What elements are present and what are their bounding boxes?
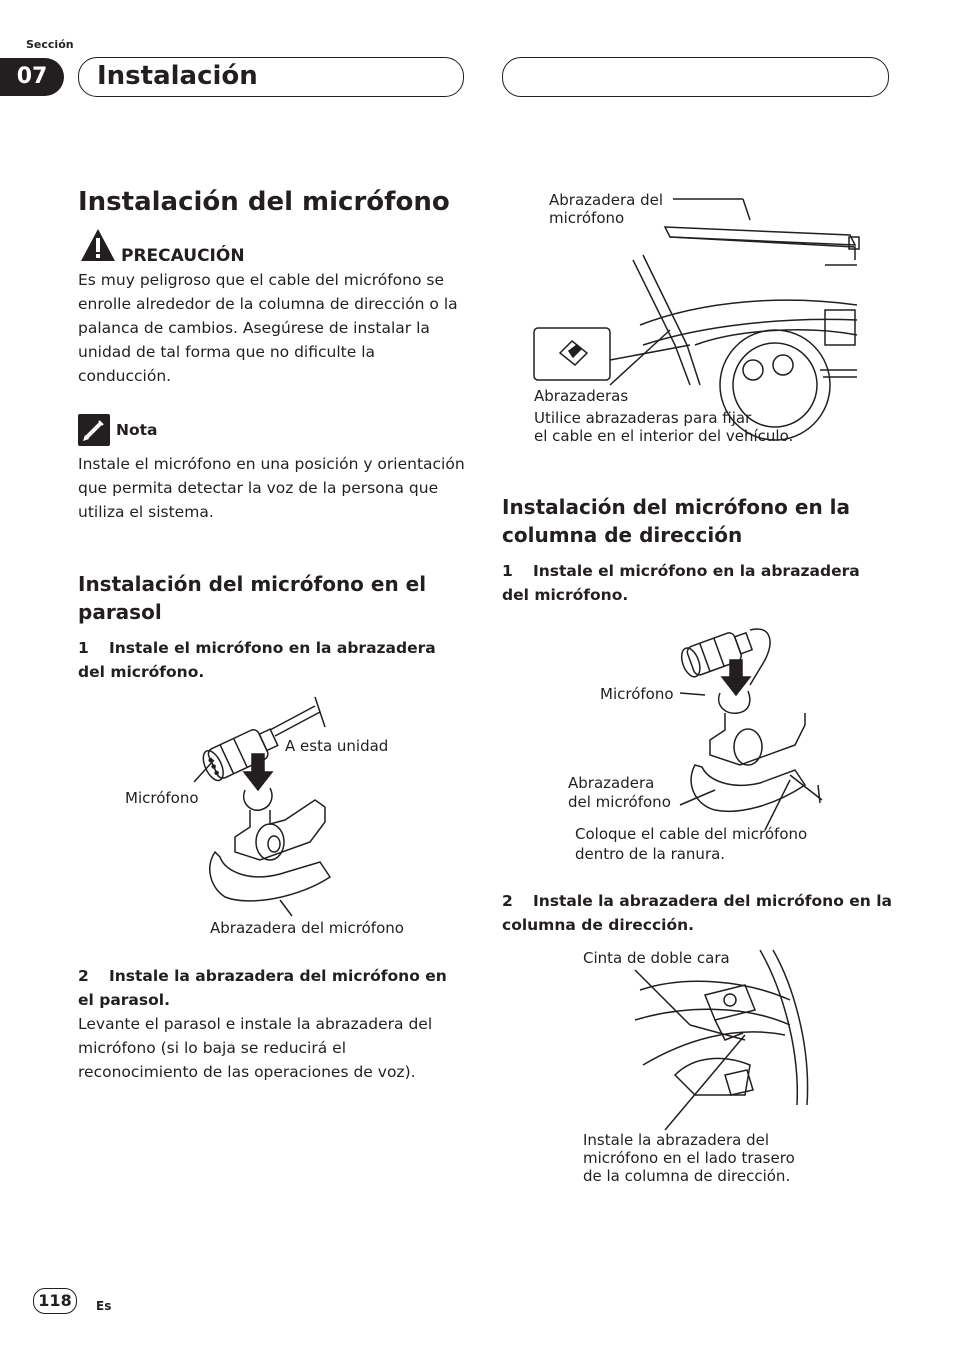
column-step-2	[502, 889, 892, 937]
label-microphone: Micrófono	[600, 685, 674, 703]
step-number: 2	[78, 967, 89, 985]
label-install-line1: Instale la abrazadera del	[583, 1131, 770, 1149]
label-cable-line2: dentro de la ranura.	[575, 845, 726, 863]
parasol-step-2-text: Levante el parasol e instale la abrazadera del micrófono (si lo baja se reducirá el reconocimiento de las operaciones de voz).	[78, 1015, 433, 1081]
label-microphone: Micrófono	[125, 789, 199, 807]
step-number: 1	[502, 562, 513, 580]
header-empty-frame	[502, 57, 889, 97]
page-title: Instalación del micrófono	[78, 187, 450, 217]
step-text: Instale la abrazadera del micrófono en el parasol.	[78, 967, 447, 1009]
microphone-clip-figure	[110, 692, 440, 942]
parasol-step-2	[78, 964, 468, 1012]
section-label: Sección	[26, 38, 74, 51]
step-number: 2	[502, 892, 513, 910]
note-heading: Nota	[116, 421, 158, 439]
language-code: Es	[96, 1299, 112, 1313]
sun-visor-figure	[525, 185, 865, 450]
step-number: 1	[78, 639, 89, 657]
page-number: 118	[33, 1288, 77, 1314]
label-install-line3: de la columna de dirección.	[583, 1167, 791, 1185]
note-pencil-icon	[78, 414, 110, 446]
steering-column-figure	[575, 945, 825, 1190]
label-install-line2: micrófono en el lado trasero	[583, 1149, 795, 1167]
caution-heading: PRECAUCIÓN	[121, 246, 245, 266]
label-cable-line1: Coloque el cable del micrófono	[575, 825, 808, 843]
label-clamps: Abrazaderas	[534, 387, 629, 405]
label-use-line1: Utilice abrazaderas para fijar	[534, 409, 752, 427]
column-step-1	[502, 559, 892, 607]
section-title: Instalación	[97, 61, 258, 91]
warning-icon	[80, 228, 116, 262]
parasol-step-1	[78, 636, 468, 684]
caution-text: Es muy peligroso que el cable del micrófono se enrolle alrededor de la columna de dirección o la palanca de cambios. Asegúrese de instalar la unidad de tal forma que no dificulte la conducción.	[78, 271, 458, 385]
label-clip-line1: Abrazadera del	[549, 191, 664, 209]
step-text: Instale la abrazadera del micrófono en la columna de dirección.	[502, 892, 892, 934]
section-number-badge: 07	[0, 58, 64, 96]
column-microphone-clip-figure	[560, 615, 840, 870]
label-use-line2: el cable en el interior del vehículo.	[534, 427, 794, 445]
label-to-unit: A esta unidad	[285, 737, 389, 755]
step-text: Instale el micrófono en la abrazadera del micrófono.	[502, 562, 860, 604]
note-text: Instale el micrófono en una posición y orientación que permita detectar la voz de la persona que utiliza el sistema.	[78, 455, 465, 521]
parasol-heading: Instalación del micrófono en el parasol	[78, 572, 427, 624]
label-tape: Cinta de doble cara	[583, 949, 730, 967]
label-clip-line1: Abrazadera	[568, 774, 655, 792]
label-microphone-clip: Abrazadera del micrófono	[210, 919, 404, 937]
label-clip-line2: micrófono	[549, 209, 625, 227]
label-clip-line2: del micrófono	[568, 793, 671, 811]
column-heading: Instalación del micrófono en la columna de dirección	[502, 495, 850, 547]
step-text: Instale el micrófono en la abrazadera del micrófono.	[78, 639, 436, 681]
